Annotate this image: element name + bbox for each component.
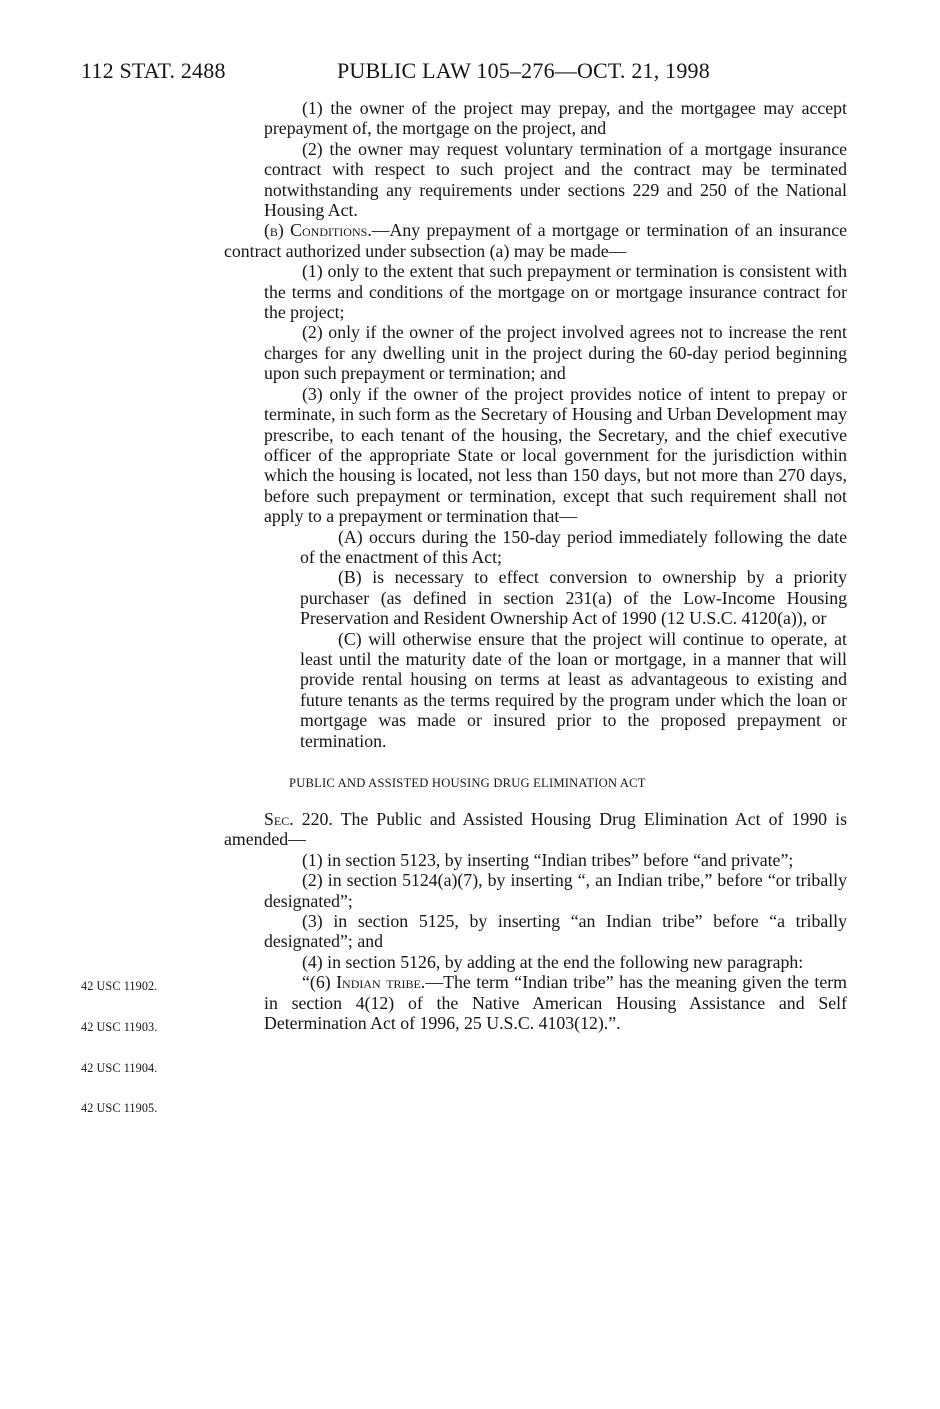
section-intro-text: 220. The Public and Assisted Housing Drug Elimination Act of 1990 is amended— [224,809,847,850]
amendment-item: (3) in section 5125, by inserting “an Indian tribe” before “a tribally designated”; and [264,911,847,952]
paragraph-b1: (1) only to the extent that such prepayment or termination is consistent with the terms and conditions of the mortgage on or mortgage insurance contract for the project; [264,261,847,323]
section-label: Sec. [264,809,294,829]
margin-citation: 42 USC 11902. [81,979,158,993]
margin-citation: 42 USC 11904. [81,1061,158,1075]
margin-citation: 42 USC 11903. [81,1020,158,1034]
amendment-item: (4) in section 5126, by adding at the end the following new paragraph: [302,951,804,972]
subsection-b-text: —Any prepayment of a mortgage or termination of an insurance contract authorized under subsection (a) may be made— [224,220,847,261]
margin-citation: 42 USC 11905. [81,1101,158,1115]
section-220-intro [224,809,847,850]
subsection-b [224,220,847,261]
paragraph-a1: (1) the owner of the project may prepay, and the mortgagee may accept prepayment of, the mortgage on the project, and [264,98,847,139]
amendment-item: (2) in section 5124(a)(7), by inserting “, an Indian tribe,” before “or tribally designated”; [264,870,847,911]
indian-tribe-definition [224,972,847,1033]
clause-A: (A) occurs during the 150-day period immediately following the date of the enactment of this Act; [300,526,847,567]
subsection-b-heading: (b) Conditions. [264,220,372,241]
clause-B: (B) is necessary to effect conversion to ownership by a priority purchaser (as defined in section 231(a) of the Low-Income Housing Preservation and Resident Ownership Act of 1990 (12 U.S.C. 4120(a)), or [300,567,847,629]
body-text [224,98,847,1033]
statute-page-number: 112 STAT. 2488 [81,58,226,83]
paragraph-b2: (2) only if the owner of the project involved agrees not to increase the rent charges for any dwelling unit in the project during the 60-day period beginning upon such prepayment or termination; and [264,322,847,384]
clause-C: (C) will otherwise ensure that the project will continue to operate, at least until the maturity date of the loan or mortgage, in a manner that will provide rental housing on terms at least as advantageous to existing and future tenants as the terms required by the program under which the loan or mortgage was made or insured prior to the proposed prepayment or termination. [300,628,847,751]
section-heading: PUBLIC AND ASSISTED HOUSING DRUG ELIMINATION ACT [289,776,646,790]
paragraph-b3: (3) only if the owner of the project provides notice of intent to prepay or terminate, in such form as the Secretary of Housing and Urban Development may prescribe, to each tenant of the housing, the Secretary, and the chief executive officer of the appropriate State or local government for the jurisdiction within which the housing is located, not less than 150 days, but not more than 270 days, before such prepayment or termination, except that such requirement shall not apply to a prepayment or termination that— [264,383,847,527]
running-header: PUBLIC LAW 105–276—OCT. 21, 1998 [337,58,710,83]
definition-heading: “(6) Indian tribe. [302,972,426,993]
paragraph-a2: (2) the owner may request voluntary termination of a mortgage insurance contract with respect to such project and the contract may be terminated notwithstanding any requirements under sections 229 and 250 of the National Housing Act. [264,138,847,221]
definition-text: —The term “Indian tribe” has the meaning given the term in section 4(12) of the Native American Housing Assistance and Self Determination Act of 1996, 25 U.S.C. 4103(12).”. [264,972,847,1034]
amendment-item: (1) in section 5123, by inserting “Indian tribes” before “and private”; [302,849,794,870]
